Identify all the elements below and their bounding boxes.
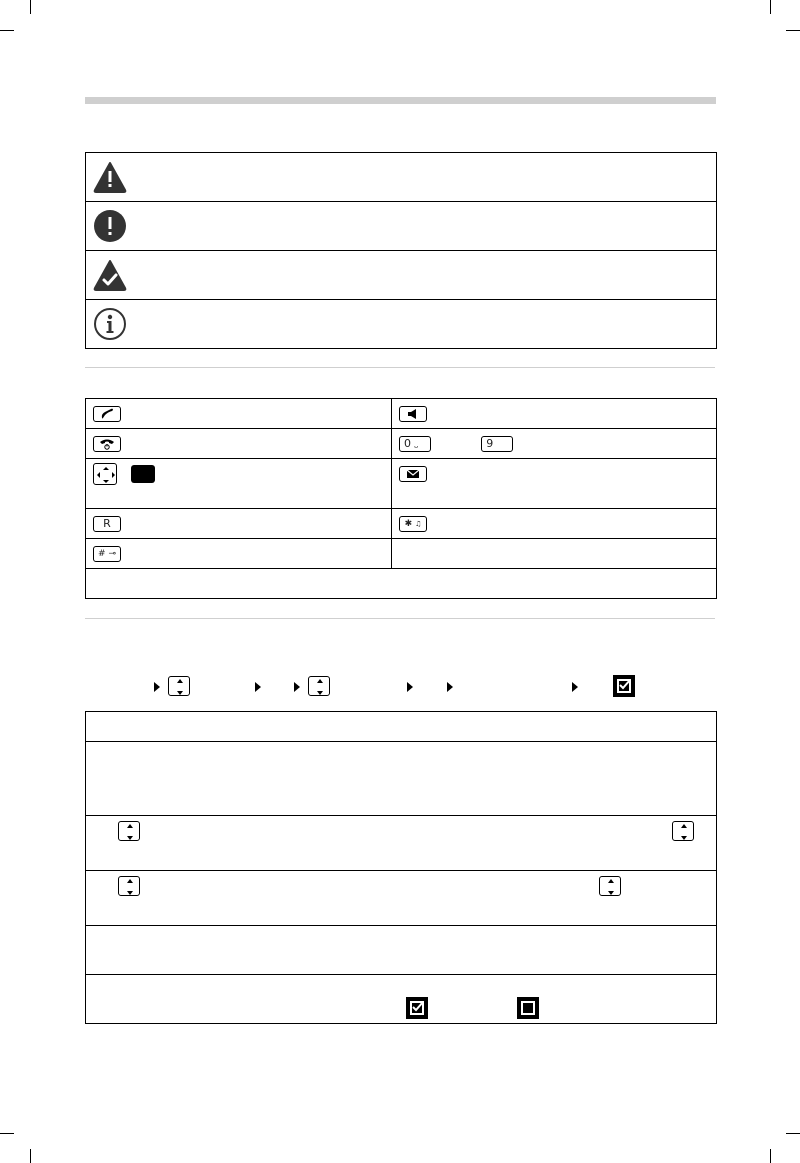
keys-cell (86, 429, 391, 458)
check-triangle-icon (93, 258, 127, 292)
steps-row (86, 870, 716, 925)
keys-row (86, 458, 716, 508)
recall-key-icon (93, 516, 121, 532)
key-0-symbol: ⎵ (414, 438, 418, 448)
star-key-label: ✱ (404, 518, 413, 529)
checked-checkbox-icon (406, 997, 428, 1019)
crop-mark (0, 1133, 14, 1134)
warning-triangle-icon (93, 160, 127, 194)
keys-cell (391, 459, 716, 508)
exclamation-circle-icon (93, 209, 127, 243)
speaker-key-icon (399, 406, 427, 422)
section-separator (85, 618, 715, 619)
steps-row (86, 815, 716, 870)
keys-cell (86, 569, 716, 598)
crop-mark (770, 0, 771, 14)
end-call-key-icon (93, 436, 121, 452)
checked-checkbox-icon (613, 675, 635, 697)
recall-key-label: R (103, 517, 111, 530)
updown-key-icon (672, 821, 694, 841)
keys-row (86, 399, 716, 428)
talk-key-icon (93, 406, 121, 422)
notice-row-environment (86, 250, 716, 299)
updown-key-icon (599, 876, 621, 896)
unchecked-checkbox-icon (517, 997, 539, 1019)
notice-row-warning (86, 153, 716, 201)
arrow-right-icon (572, 682, 578, 692)
updown-key-icon (118, 821, 140, 841)
bell-symbol: ♫ (415, 519, 422, 528)
lock-symbol: ⊸ (108, 548, 116, 559)
notice-table (85, 152, 717, 349)
notice-row-important (86, 201, 716, 250)
arrow-right-icon (255, 682, 261, 692)
crop-mark (786, 30, 800, 31)
keys-cell (391, 539, 716, 568)
keys-cell (86, 509, 391, 538)
crop-mark (786, 1133, 800, 1134)
steps-row (86, 741, 716, 815)
menu-path (0, 675, 800, 699)
updown-key-icon (168, 676, 190, 696)
steps-table (85, 711, 717, 1024)
info-circle-icon (93, 307, 127, 341)
arrow-right-icon (294, 682, 300, 692)
crop-mark (30, 1149, 31, 1163)
keys-row (86, 538, 716, 568)
header-rule (85, 97, 716, 104)
crop-mark (0, 30, 14, 31)
keys-cell (86, 459, 391, 508)
star-key-icon (399, 516, 427, 532)
keys-row (86, 568, 716, 598)
notice-row-info (86, 299, 716, 348)
key-9-label: 9 (486, 437, 494, 450)
steps-row (86, 974, 716, 1023)
keys-cell (391, 429, 716, 458)
steps-row (86, 925, 716, 974)
keys-cell (86, 399, 391, 428)
arrow-right-icon (407, 682, 413, 692)
nav-4way-key-icon (93, 463, 117, 485)
updown-key-icon (308, 676, 330, 696)
keys-row (86, 508, 716, 538)
key-9 (481, 436, 513, 452)
crop-mark (30, 0, 31, 14)
hash-key-icon (93, 546, 121, 562)
key-0-label: 0 (404, 437, 411, 450)
hash-key-label: # (98, 548, 106, 559)
section-separator (85, 367, 715, 368)
arrow-right-icon (154, 682, 160, 692)
crop-mark (770, 1149, 771, 1163)
updown-key-icon (118, 876, 140, 896)
steps-row (86, 712, 716, 741)
display-key-icon (131, 465, 155, 483)
keys-cell (391, 399, 716, 428)
arrow-right-icon (447, 682, 453, 692)
keys-cell (86, 539, 391, 568)
key-0 (399, 436, 431, 452)
keys-table (85, 398, 717, 599)
keys-row (86, 428, 716, 458)
keys-cell (391, 509, 716, 538)
message-key-icon (399, 466, 427, 482)
